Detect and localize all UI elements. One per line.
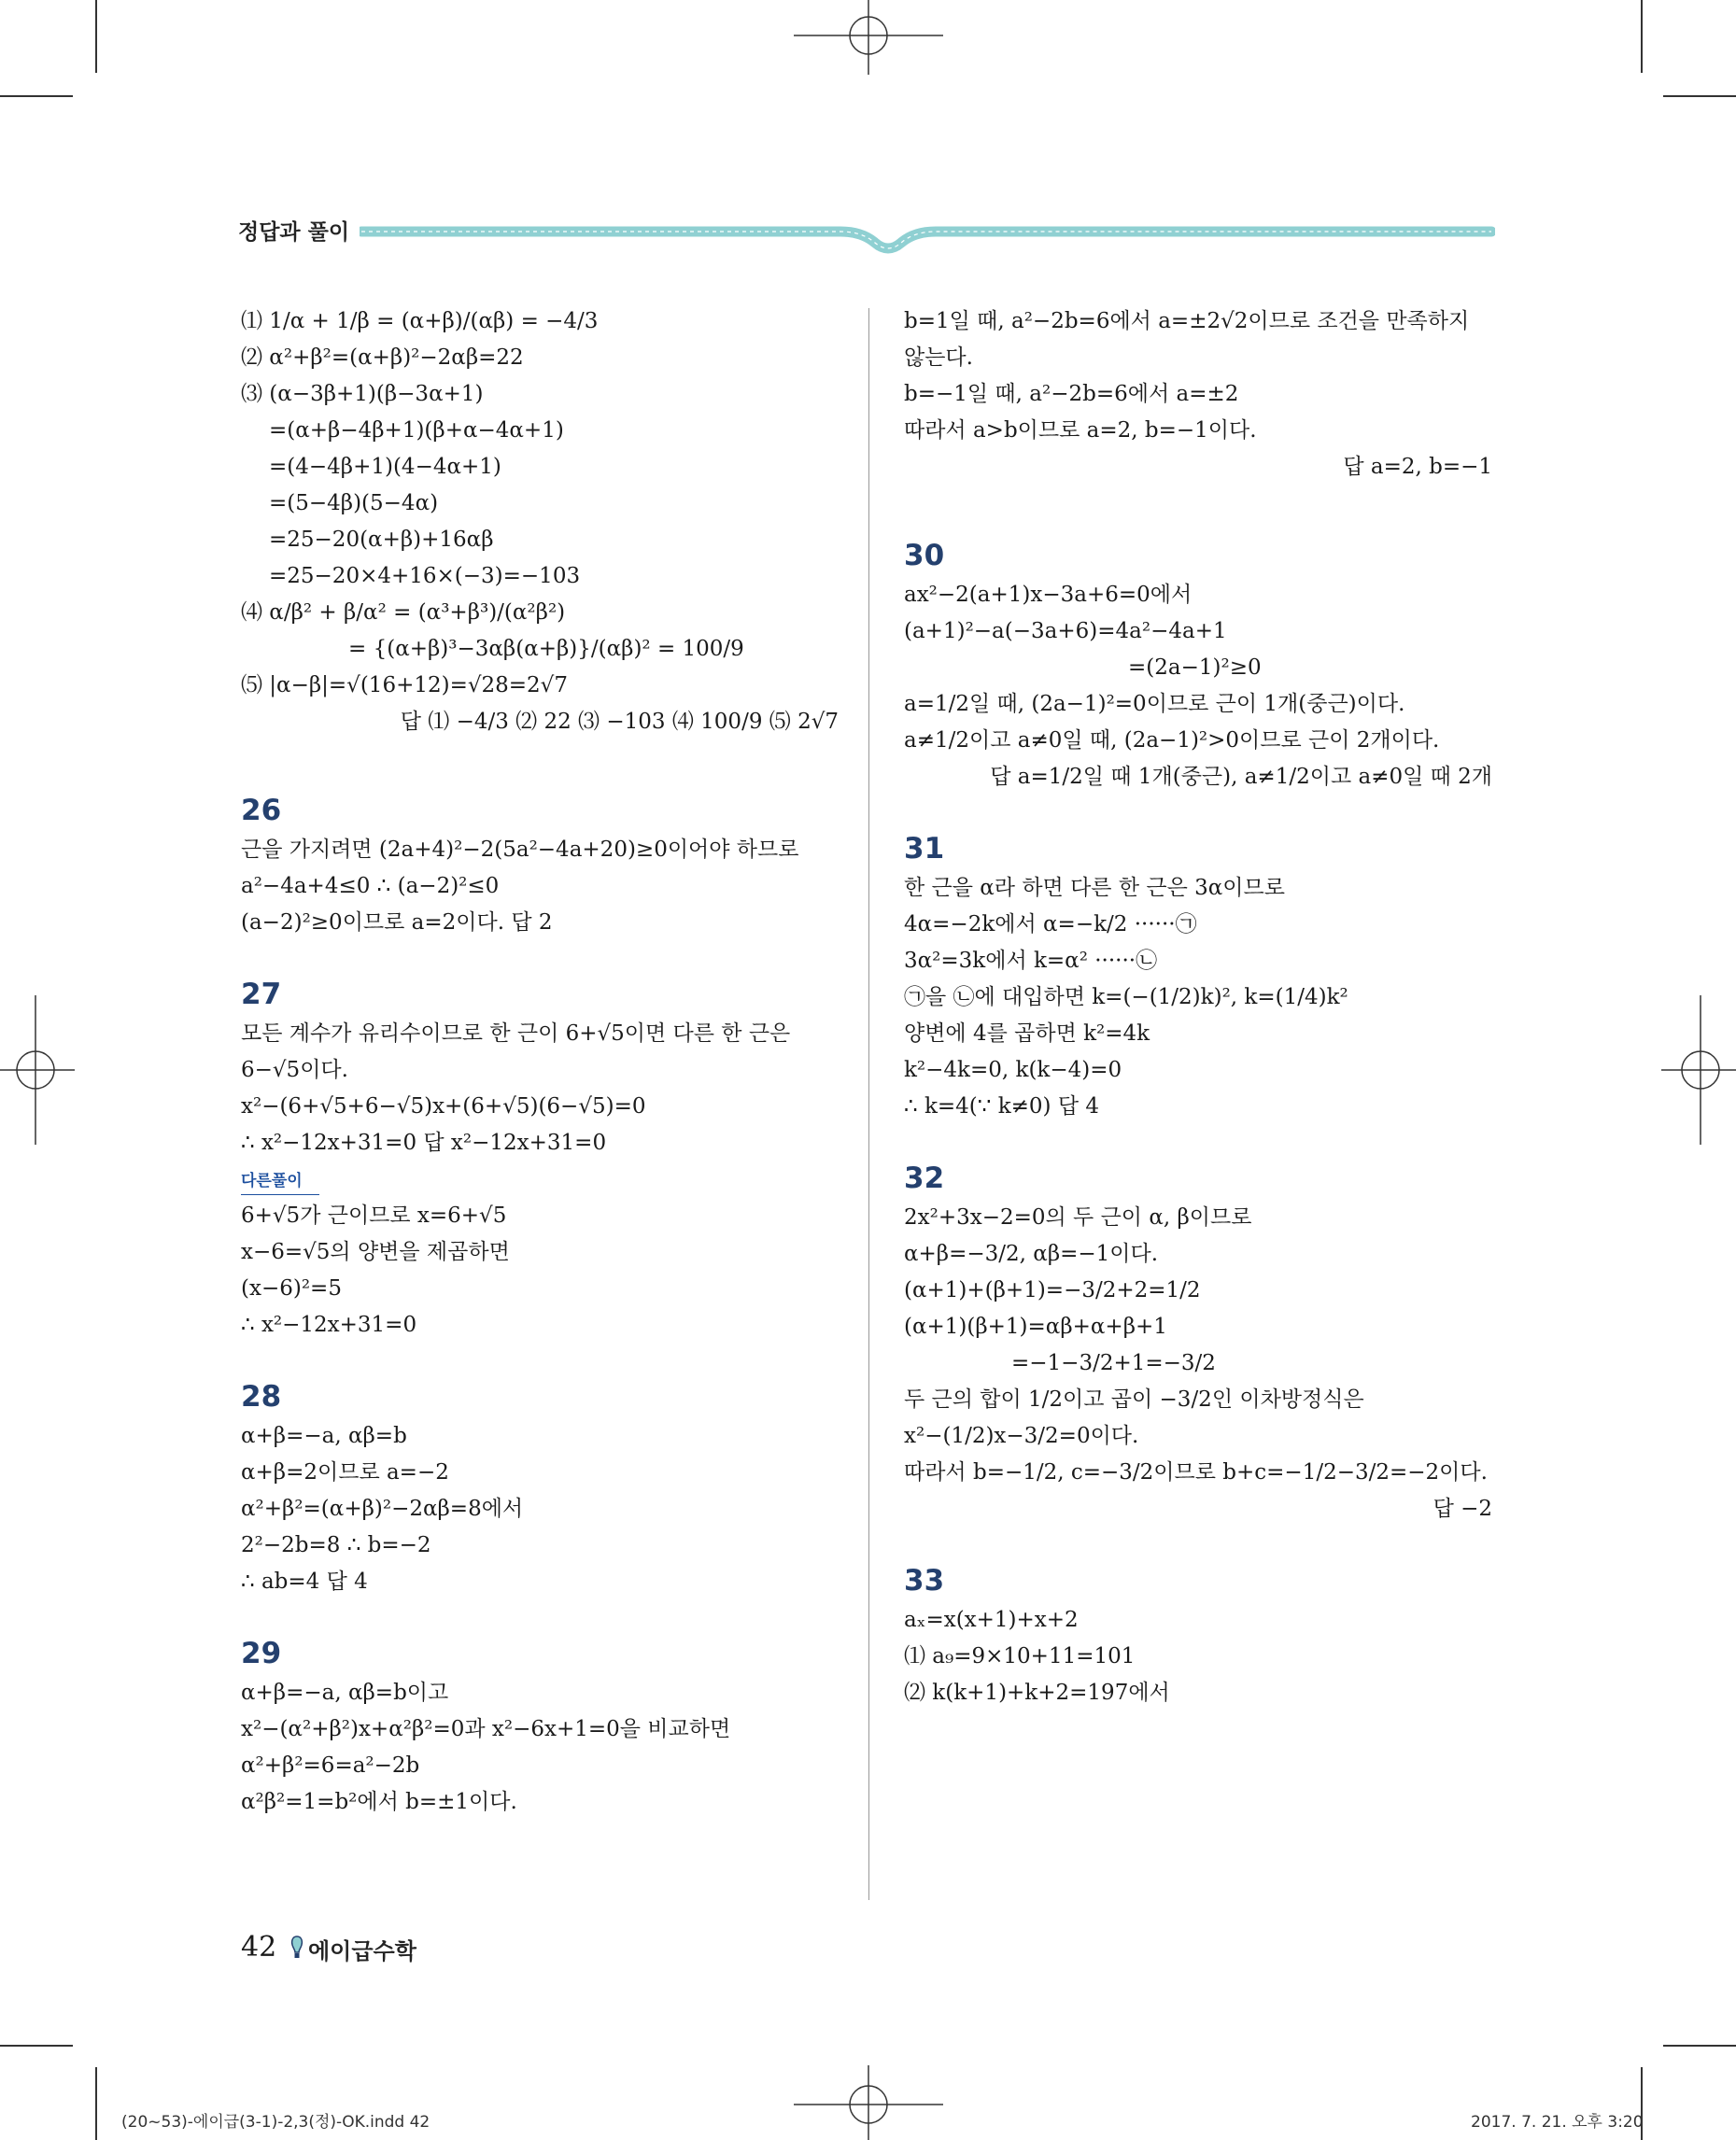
solution-line: ∴ k=4(∵ k≠0) 답 4 <box>904 1094 1099 1119</box>
answer-line: 답 a=2, b=−1 <box>1343 455 1492 479</box>
header-bar <box>360 211 1495 258</box>
crop-mark <box>95 2067 97 2140</box>
solution-line: 양변에 4를 곱하면 k²=4k <box>904 1021 1150 1046</box>
solution-line: =25−20×4+16×(−3)=−103 <box>269 564 581 588</box>
solution-line: 근을 가지려면 (2a+4)²−2(5a²−4a+20)≥0이어야 하므로 <box>241 838 799 862</box>
solution-line: ax²−2(a+1)x−3a+6=0에서 <box>904 583 1193 607</box>
solution-line: ⑴ 1/α + 1/β = (α+β)/(αβ) = −4/3 <box>241 309 599 333</box>
solution-line: 6−√5이다. <box>241 1058 348 1082</box>
solution-line: ⑸ |α−β|=√(16+12)=√28=2√7 <box>241 673 568 697</box>
crop-mark <box>1663 95 1736 97</box>
solution-line: a²−4a+4≤0 ∴ (a−2)²≤0 <box>241 874 500 898</box>
problem-number: 26 <box>241 794 282 827</box>
problem-number: 30 <box>904 539 945 572</box>
alternate-solution-label: 다른풀이 <box>241 1168 319 1195</box>
solution-line: 2x²+3x−2=0의 두 근이 α, β이므로 <box>904 1205 1252 1230</box>
solution-line: 모든 계수가 유리수이므로 한 근이 6+√5이면 다른 한 근은 <box>241 1021 791 1046</box>
registration-mark-bottom <box>794 2065 943 2140</box>
header-title: 정답과 풀이 <box>238 220 350 245</box>
solution-line: a=1/2일 때, (2a−1)²=0이므로 근이 1개(중근)이다. <box>904 692 1405 716</box>
solution-line: ⑷ α/β² + β/α² = (α³+β³)/(α²β²) <box>241 600 566 625</box>
solution-line: aₓ=x(x+1)+x+2 <box>904 1608 1079 1632</box>
solution-line: 두 근의 합이 1/2이고 곱이 −3/2인 이차방정식은 <box>904 1387 1364 1412</box>
problem-number: 27 <box>241 978 282 1011</box>
crop-mark <box>1663 2045 1736 2047</box>
page-number: 42 <box>241 1931 277 1964</box>
solution-line: x−6=√5의 양변을 제곱하면 <box>241 1240 510 1264</box>
solution-line: α²+β²=6=a²−2b <box>241 1753 420 1778</box>
answer-line: 답 ⑴ −4/3 ⑵ 22 ⑶ −103 ⑷ 100/9 ⑸ 2√7 <box>400 710 839 734</box>
solution-line: 6+√5가 근이므로 x=6+√5 <box>241 1204 507 1228</box>
solution-line: (a−2)²≥0이므로 a=2이다. 답 2 <box>241 910 553 935</box>
solution-line: ∴ ab=4 답 4 <box>241 1570 368 1594</box>
solution-line: 따라서 a>b이므로 a=2, b=−1이다. <box>904 418 1257 443</box>
solution-line: 2²−2b=8 ∴ b=−2 <box>241 1533 431 1557</box>
brand-name: 에이급수학 <box>308 1938 416 1964</box>
solution-line: α+β=−a, αβ=b이고 <box>241 1681 449 1705</box>
solution-line: 4α=−2k에서 α=−k/2 ······㉠ <box>904 912 1197 936</box>
solution-line: 3α²=3k에서 k=α² ······㉡ <box>904 949 1158 973</box>
solution-line: ⑴ a₉=9×10+11=101 <box>904 1644 1136 1668</box>
solution-line: (x−6)²=5 <box>241 1276 342 1301</box>
solution-line: b=−1일 때, a²−2b=6에서 a=±2 <box>904 382 1239 406</box>
solution-line: a≠1/2이고 a≠0일 때, (2a−1)²>0이므로 근이 2개이다. <box>904 728 1440 753</box>
solution-line: 한 근을 α라 하면 다른 한 근은 3α이므로 <box>904 876 1285 900</box>
solution-line: x²−(α²+β²)x+α²β²=0과 x²−6x+1=0을 비교하면 <box>241 1717 731 1741</box>
solution-line: =(2a−1)²≥0 <box>1128 655 1262 680</box>
solution-line: (α+1)+(β+1)=−3/2+2=1/2 <box>904 1278 1201 1302</box>
print-timestamp: 2017. 7. 21. 오후 3:20 <box>1471 2113 1644 2132</box>
solution-line: 따라서 b=−1/2, c=−3/2이므로 b+c=−1/2−3/2=−2이다. <box>904 1460 1488 1485</box>
solution-line: (a+1)²−a(−3a+6)=4a²−4a+1 <box>904 619 1227 643</box>
solution-line: α+β=2이므로 a=−2 <box>241 1460 449 1485</box>
solution-line: b=1일 때, a²−2b=6에서 a=±2√2이므로 조건을 만족하지 <box>904 309 1470 333</box>
solution-line: α²β²=1=b²에서 b=±1이다. <box>241 1790 517 1814</box>
answer-line: 답 −2 <box>1433 1497 1492 1521</box>
registration-mark-top <box>794 0 943 75</box>
answer-line: 답 a=1/2일 때 1개(중근), a≠1/2이고 a≠0일 때 2개 <box>990 765 1492 789</box>
solution-line: =−1−3/2+1=−3/2 <box>1011 1351 1216 1375</box>
problem-number: 32 <box>904 1162 945 1195</box>
solution-line: ⑵ α²+β²=(α+β)²−2αβ=22 <box>241 345 524 370</box>
crop-mark <box>95 0 97 73</box>
crop-mark <box>0 95 73 97</box>
file-slug: (20~53)-에이급(3-1)-2,3(정)-OK.indd 42 <box>121 2113 430 2132</box>
solution-line: (α+1)(β+1)=αβ+α+β+1 <box>904 1315 1167 1339</box>
solution-line: ∴ x²−12x+31=0 <box>241 1313 417 1337</box>
solution-line: k²−4k=0, k(k−4)=0 <box>904 1058 1122 1082</box>
solution-line: ⑵ k(k+1)+k+2=197에서 <box>904 1681 1170 1705</box>
solution-line: = {(α+β)³−3αβ(α+β)}/(αβ)² = 100/9 <box>348 637 744 661</box>
solution-line: x²−(1/2)x−3/2=0이다. <box>904 1424 1139 1448</box>
solution-line: α²+β²=(α+β)²−2αβ=8에서 <box>241 1497 524 1521</box>
problem-number: 31 <box>904 832 945 866</box>
solution-line: =(α+β−4β+1)(β+α−4α+1) <box>269 418 564 443</box>
solution-line: α+β=−a, αβ=b <box>241 1424 407 1448</box>
solution-line: x²−(6+√5+6−√5)x+(6+√5)(6−√5)=0 <box>241 1094 646 1119</box>
solution-line: 않는다. <box>904 345 973 370</box>
left-column <box>241 303 839 1821</box>
solution-line: ⑶ (α−3β+1)(β−3α+1) <box>241 382 484 406</box>
lightbulb-icon <box>289 1935 304 1961</box>
problem-number: 28 <box>241 1380 282 1414</box>
right-column <box>904 303 1492 1711</box>
solution-line: =(5−4β)(5−4α) <box>269 491 439 515</box>
crop-mark <box>1641 0 1643 73</box>
column-divider <box>868 308 869 1900</box>
solution-line: ∴ x²−12x+31=0 답 x²−12x+31=0 <box>241 1131 607 1155</box>
alternate-solution-row <box>241 1162 839 1198</box>
problem-number: 29 <box>241 1637 282 1670</box>
solution-line: =(4−4β+1)(4−4α+1) <box>269 455 501 479</box>
solution-line: ㉠을 ㉡에 대입하면 k=(−(1/2)k)², k=(1/4)k² <box>904 985 1348 1009</box>
registration-mark-right <box>1661 995 1736 1145</box>
problem-number: 33 <box>904 1564 945 1598</box>
crop-mark <box>0 2045 73 2047</box>
solution-line: α+β=−3/2, αβ=−1이다. <box>904 1242 1159 1266</box>
solution-line: =25−20(α+β)+16αβ <box>269 528 494 552</box>
registration-mark-left <box>0 995 75 1145</box>
